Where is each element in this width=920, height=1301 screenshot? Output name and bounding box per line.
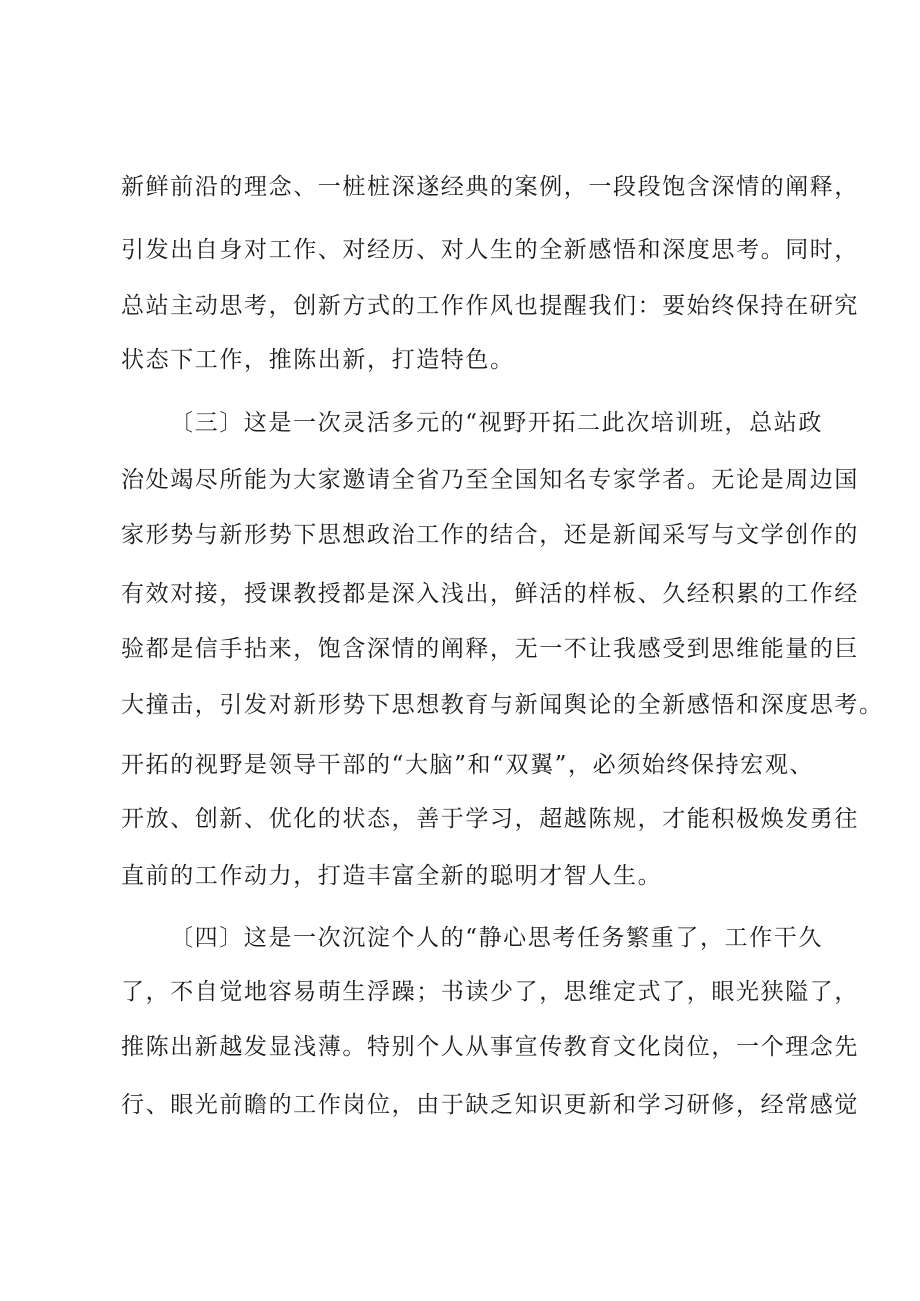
text-line: 状态下工作，推陈出新，打造特色。: [121, 347, 515, 373]
paragraph-3-start: 〔三〕这是一次灵活多元的“视野开拓二此次培训班，总站政: [170, 410, 823, 436]
text-line: 开拓的视野是领导干部的“大脑”和“双翼”，必须始终保持宏观、: [121, 752, 815, 778]
text-line: 家形势与新形势下思想政治工作的结合，还是新闻采写与文学创作的: [121, 522, 859, 548]
text-line: 引发出自身对工作、对经历、对人生的全新感悟和深度思考。同时，: [121, 237, 859, 263]
text-line: 有效对接，授课教授都是深入浅出，鲜活的样板、久经积累的工作经: [121, 581, 859, 607]
text-line: 治处竭尽所能为大家邀请全省乃至全国知名专家学者。无论是周边国: [121, 467, 859, 493]
text-line: 验都是信手拈来，饱含深情的阐释，无一不让我感受到思维能量的巨: [121, 636, 859, 662]
text-line: 了，不自觉地容易萌生浮躁；书读少了，思维定式了，眼光狭隘了，: [121, 979, 859, 1005]
text-line: 大撞击，引发对新形势下思想教育与新闻舆论的全新感悟和深度思考。: [121, 692, 884, 718]
text-line: 行、眼光前瞻的工作岗位，由于缺乏知识更新和学习研修，经常感觉: [121, 1092, 859, 1118]
text-line: 推陈出新越发显浅薄。特别个人从事宣传教育文化岗位，一个理念先: [121, 1034, 859, 1060]
text-line: 新鲜前沿的理念、一桩桩深遂经典的案例，一段段饱含深情的阐释，: [121, 174, 859, 200]
paragraph-4-start: 〔四〕这是一次沉淀个人的“静心思考任务繁重了，工作干久: [170, 925, 823, 951]
text-line: 总站主动思考，创新方式的工作作风也提醒我们：要始终保持在研究: [121, 293, 859, 319]
text-line: 开放、创新、优化的状态，善于学习，超越陈规，才能积极焕发勇往: [121, 806, 859, 832]
text-line: 直前的工作动力，打造丰富全新的聪明才智人生。: [121, 863, 663, 889]
